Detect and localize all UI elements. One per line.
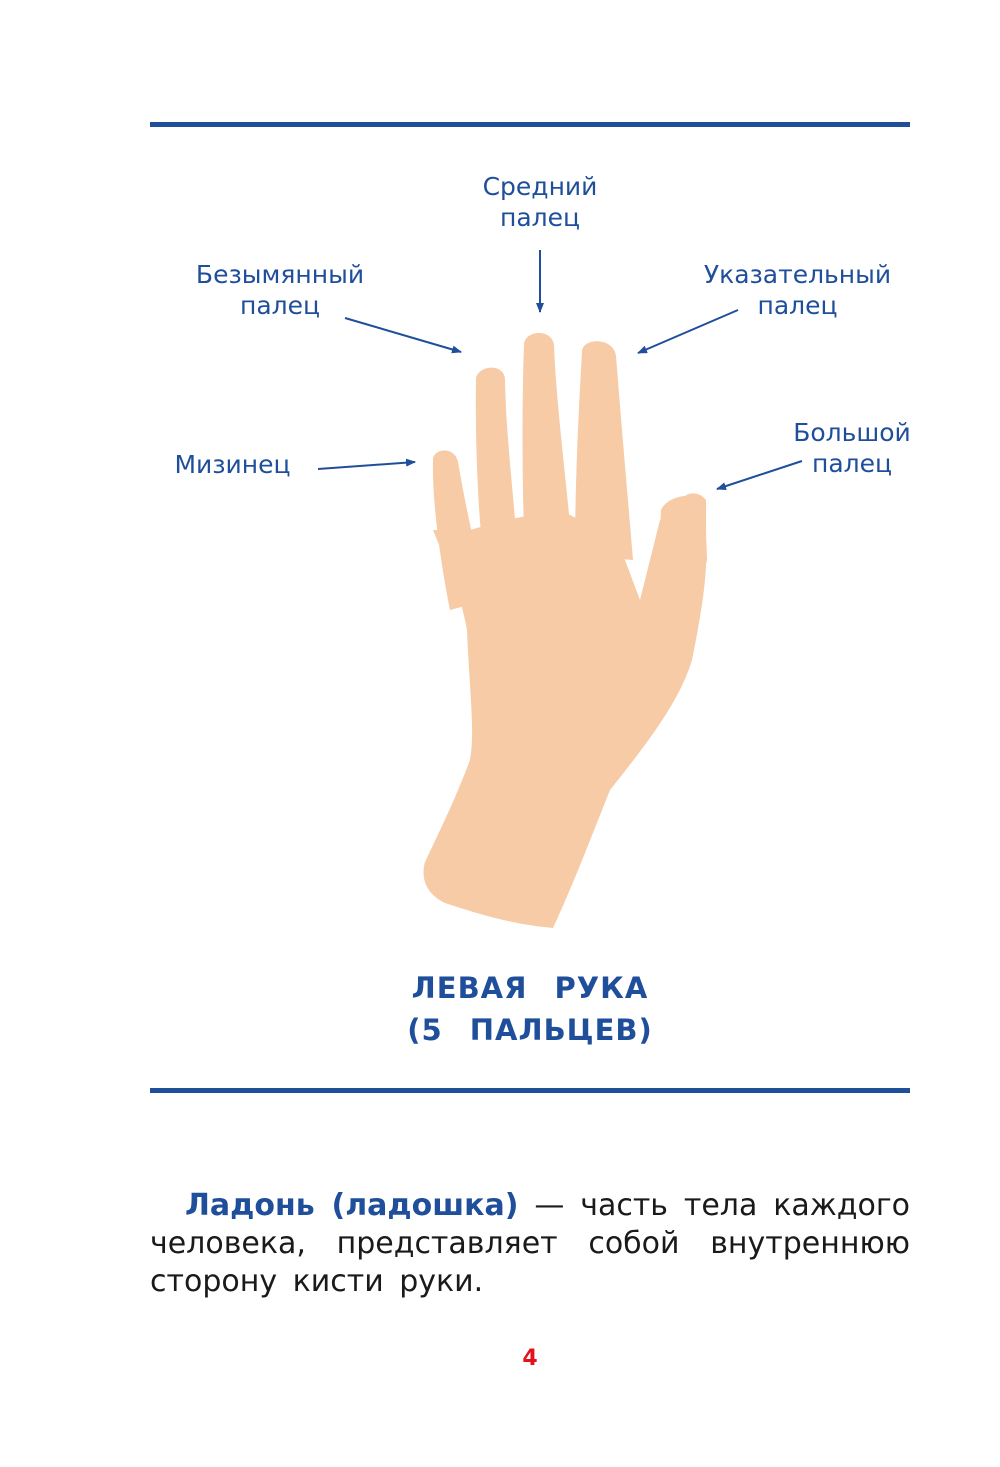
thumb-label — [782, 417, 922, 479]
thumb-label-line1: Большой — [793, 418, 911, 447]
ring-finger-label-line1: Безымянный — [195, 260, 365, 289]
figure-caption-subtitle: (5 ПАЛЬЦЕВ) — [407, 1013, 653, 1047]
little-finger-arrow — [318, 462, 415, 469]
definition-term: Ладонь (ладошка) — [185, 1188, 519, 1223]
middle-finger-label-line1: Средний — [482, 172, 598, 201]
thumb-label-line2: палец — [811, 449, 893, 478]
page-number: 4 — [522, 1346, 538, 1371]
middle-finger — [523, 333, 571, 530]
ring-finger-label — [185, 259, 375, 321]
middle-finger-label — [470, 171, 610, 233]
little-finger-label-line1: Мизинец — [174, 450, 291, 479]
little-finger-label — [160, 449, 305, 480]
hand-shape — [424, 333, 707, 928]
definition-paragraph — [150, 1187, 910, 1301]
definition-text: — часть тела каждого человека, представляет собой внутреннюю сторону кисти руки. — [150, 1188, 911, 1299]
index-finger-label-line2: палец — [757, 291, 838, 320]
index-finger-label — [700, 259, 895, 321]
ring-finger — [476, 368, 518, 570]
ring-finger-label-line2: палец — [239, 291, 321, 320]
figure-caption-title: ЛЕВАЯ РУКА — [411, 971, 649, 1005]
ring-finger-arrow — [345, 318, 461, 352]
middle-finger-label-line2: палец — [499, 203, 581, 232]
index-finger-label-line1: Указательный — [703, 260, 892, 289]
index-finger — [575, 341, 633, 560]
bottom-divider — [150, 1088, 910, 1093]
